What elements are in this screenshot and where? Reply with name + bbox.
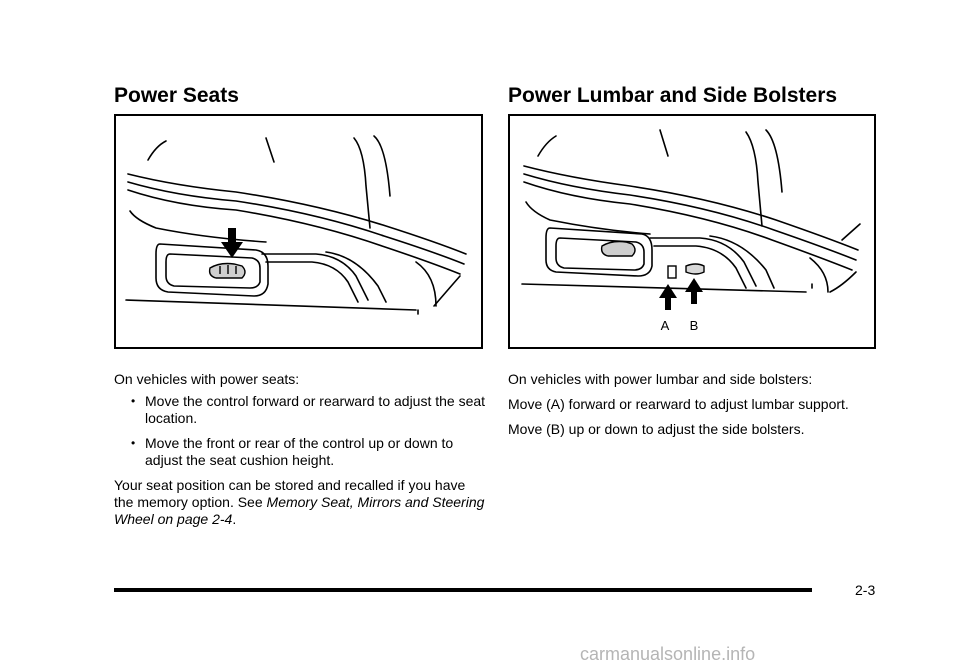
lumbar-para-a: Move (A) forward or rearward to adjust lumbar support. [508, 396, 849, 412]
bullet-text: Move the front or rear of the control up or down to adjust the seat cushion height. [145, 435, 454, 468]
memory-seat-reference-link[interactable]: Memory Seat, Mirrors and Steering Wheel on page 2-4 [114, 494, 485, 527]
bullet-item [114, 393, 486, 427]
seat-side-drawing [116, 116, 481, 347]
bullet-item [114, 435, 486, 469]
left-column-text [114, 371, 486, 528]
bullet-text: Move the control forward or rearward to adjust the seat location. [145, 393, 486, 426]
right-column-text [508, 371, 880, 438]
heading-power-seats: Power Seats [114, 84, 239, 107]
watermark: carmanualsonline.info [580, 644, 756, 664]
lumbar-bolster-illustration [508, 114, 876, 349]
memory-text-end: . [232, 511, 237, 527]
memory-paragraph [114, 477, 486, 528]
footer-rule [114, 588, 812, 592]
figure-label-b: B [689, 318, 699, 333]
heading-power-lumbar: Power Lumbar and Side Bolsters [508, 84, 838, 107]
lumbar-intro: On vehicles with power lumbar and side bolsters: [508, 371, 813, 387]
memory-text: Your seat position can be stored and recalled if you have the memory option. See [114, 477, 466, 510]
power-seats-intro: On vehicles with power seats: [114, 371, 300, 387]
bullet-icon: • [131, 436, 136, 450]
figure-label-a: A [660, 318, 670, 333]
bullet-icon: • [131, 394, 136, 408]
lumbar-seat-drawing [510, 116, 874, 347]
power-seat-illustration [114, 114, 483, 349]
lumbar-para-b: Move (B) up or down to adjust the side bolsters. [508, 421, 805, 437]
page-number: 2-3 [855, 582, 876, 598]
